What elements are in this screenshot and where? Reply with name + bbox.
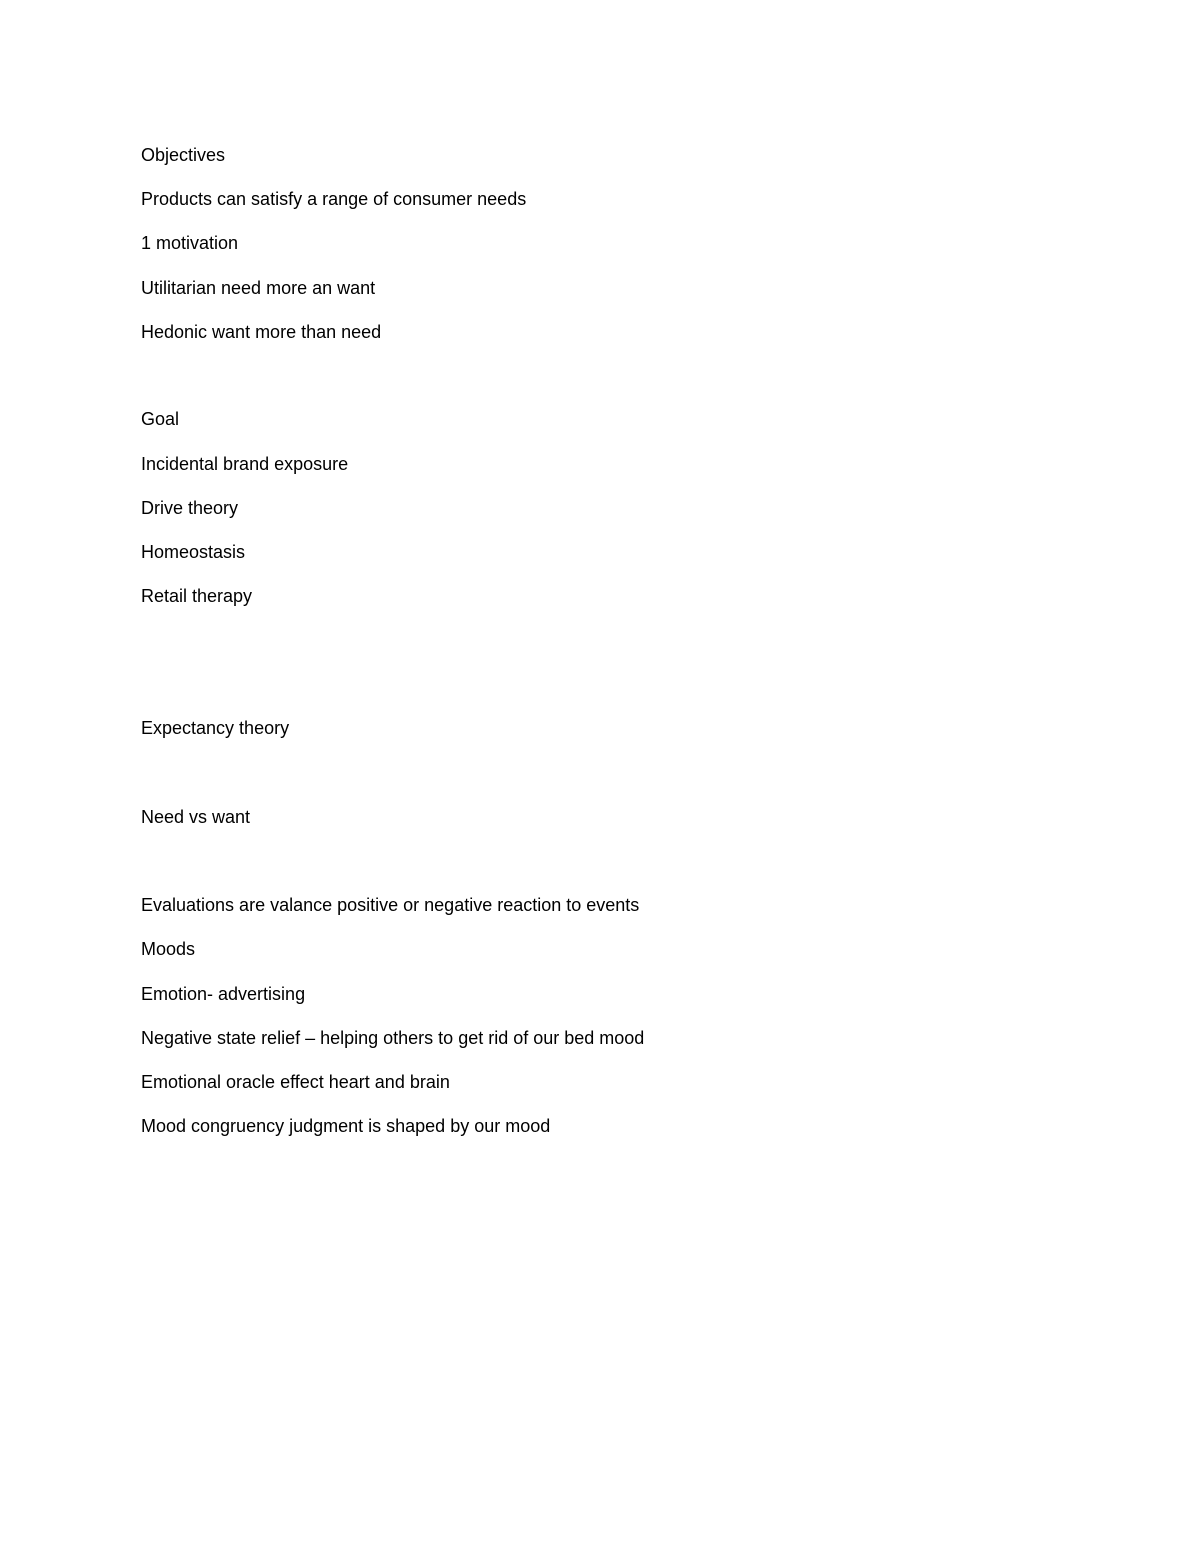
note-line-hedonic: Hedonic want more than need [141,322,382,342]
note-line-expectancy-theory: Expectancy theory [141,718,290,738]
heading-goal: Goal [141,409,180,429]
note-line-evaluations: Evaluations are valance positive or negative reaction to events [141,895,640,915]
note-line-need-vs-want: Need vs want [141,807,251,827]
heading-objectives: Objectives [141,145,226,165]
note-line-incidental: Incidental brand exposure [141,454,349,474]
note-line-mood-congruency: Mood congruency judgment is shaped by our mood [141,1116,551,1136]
note-line-motivation: 1 motivation [141,233,239,253]
note-line-homeostasis: Homeostasis [141,542,246,562]
note-line-drive-theory: Drive theory [141,498,239,518]
note-line-moods: Moods [141,939,196,959]
note-line-retail-therapy: Retail therapy [141,586,253,606]
note-line-utilitarian: Utilitarian need more an want [141,278,376,298]
note-line-emotional-oracle: Emotional oracle effect heart and brain [141,1072,450,1092]
note-line-products: Products can satisfy a range of consumer needs [141,189,527,209]
note-line-emotion-advertising: Emotion- advertising [141,984,306,1004]
note-line-negative-state: Negative state relief – helping others to get rid of our bed mood [141,1028,645,1048]
